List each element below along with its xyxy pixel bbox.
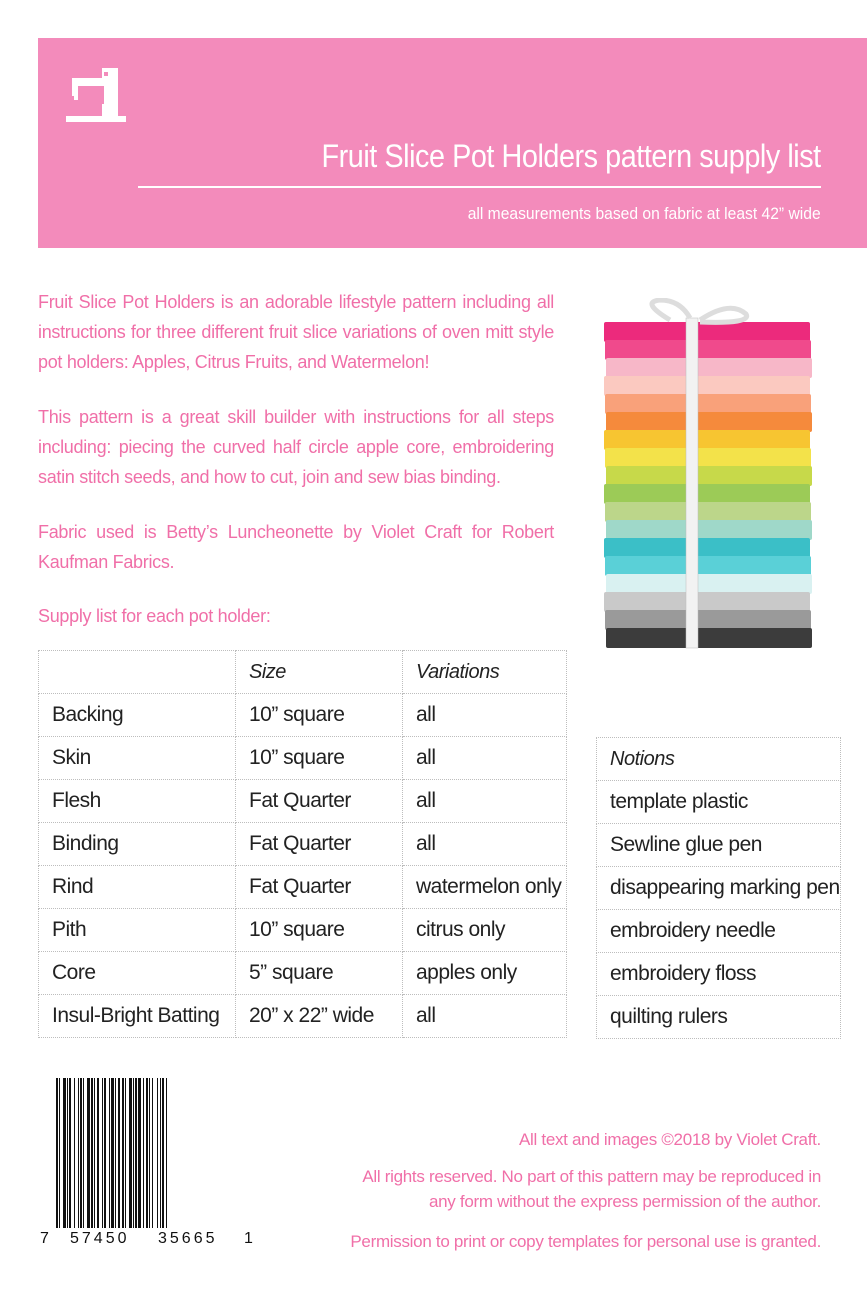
fabric-layer — [604, 430, 810, 450]
list-item — [597, 824, 841, 867]
table-cell: all — [403, 995, 567, 1038]
table-header-cell — [39, 651, 236, 694]
table-row — [39, 909, 567, 952]
fabric-layer — [606, 520, 812, 540]
fabric-layer — [606, 412, 812, 432]
skill-paragraph: This pattern is a great skill builder with instructions for all steps including: piecing the curved half circle apple core, embroidering satin stitch seeds, and how to cut, join and sew bias binding. — [38, 407, 554, 487]
barcode-group-right: 35665 — [158, 1230, 218, 1247]
fabric-layer — [604, 376, 810, 396]
table-cell: Fat Quarter — [236, 823, 403, 866]
notion-item: disappearing marking pen — [597, 867, 841, 910]
barcode-group-left: 57450 — [70, 1230, 130, 1247]
barcode-digit-first: 7 — [40, 1230, 49, 1247]
barcode — [40, 1078, 262, 1258]
fabric-layer — [604, 484, 810, 504]
notions-table — [596, 737, 841, 1039]
fabric-layer — [606, 466, 812, 486]
notion-item: quilting rulers — [597, 996, 841, 1039]
fabric-layer — [606, 358, 812, 378]
list-item — [597, 867, 841, 910]
permission-text: Permission to print or copy templates for personal use is granted. — [350, 1232, 821, 1251]
fabric-layer — [605, 556, 811, 576]
fabric-layer — [605, 394, 811, 414]
title-divider — [138, 186, 821, 188]
page-title: Fruit Slice Pot Holders pattern supply list — [321, 138, 821, 174]
table-cell: Insul-Bright Batting — [39, 995, 236, 1038]
table-cell: Fat Quarter — [236, 866, 403, 909]
table-cell: Binding — [39, 823, 236, 866]
table-cell: Rind — [39, 866, 236, 909]
table-row — [39, 737, 567, 780]
barcode-digit-last: 1 — [244, 1230, 253, 1247]
table-row — [39, 952, 567, 995]
header-banner — [38, 38, 867, 248]
table-cell: 10” square — [236, 737, 403, 780]
fabric-layer — [606, 628, 812, 648]
table-row — [39, 995, 567, 1038]
fabric-layer — [606, 574, 812, 594]
supply-table — [38, 650, 567, 1038]
fabric-layer — [605, 448, 811, 468]
table-cell: Backing — [39, 694, 236, 737]
table-cell: citrus only — [403, 909, 567, 952]
table-cell: watermelon only — [403, 866, 567, 909]
table-cell: Pith — [39, 909, 236, 952]
fabric-layer — [604, 322, 810, 342]
table-cell: Flesh — [39, 780, 236, 823]
fabric-layer — [605, 610, 811, 630]
table-row — [39, 780, 567, 823]
notion-item: embroidery needle — [597, 910, 841, 953]
copyright-text: All text and images ©2018 by Violet Craft. — [518, 1130, 821, 1149]
notion-item: template plastic — [597, 781, 841, 824]
table-row — [39, 694, 567, 737]
table-cell: 10” square — [236, 694, 403, 737]
fabric-layer — [605, 502, 811, 522]
fabric-paragraph: Fabric used is Betty’s Luncheonette by Violet Craft for Robert Kaufman Fabrics. — [38, 522, 554, 572]
list-item — [597, 910, 841, 953]
notions-header-row — [597, 738, 841, 781]
supply-heading: Supply list for each pot holder: — [38, 606, 271, 626]
table-header-cell: Variations — [403, 651, 567, 694]
table-cell: all — [403, 780, 567, 823]
table-cell: all — [403, 737, 567, 780]
table-cell: 5” square — [236, 952, 403, 995]
table-header-row — [39, 651, 567, 694]
table-row — [39, 866, 567, 909]
table-row — [39, 823, 567, 866]
fabric-layer — [604, 538, 810, 558]
barcode-bars — [56, 1078, 252, 1228]
notion-item: Sewline glue pen — [597, 824, 841, 867]
list-item — [597, 953, 841, 996]
list-item — [597, 996, 841, 1039]
notions-heading: Notions — [597, 738, 841, 781]
sewing-machine-icon — [66, 64, 126, 122]
table-cell: all — [403, 694, 567, 737]
table-cell: Core — [39, 952, 236, 995]
fabric-layer — [604, 592, 810, 612]
table-cell: Fat Quarter — [236, 780, 403, 823]
table-cell: apples only — [403, 952, 567, 995]
fabric-layer — [605, 340, 811, 360]
notion-item: embroidery floss — [597, 953, 841, 996]
table-cell: Skin — [39, 737, 236, 780]
table-cell: 20” x 22” wide — [236, 995, 403, 1038]
rights-text: All rights reserved. No part of this pattern may be reproduced in any form without the express permission of the author. — [362, 1167, 821, 1211]
table-cell: all — [403, 823, 567, 866]
intro-paragraph: Fruit Slice Pot Holders is an adorable lifestyle pattern including all instructions for three different fruit slice variations of oven mitt style pot holders: Apples, Citrus Fruits, and Watermelon! — [38, 292, 554, 372]
page-subtitle: all measurements based on fabric at least 42” wide — [468, 204, 821, 223]
list-item — [597, 781, 841, 824]
table-cell: 10” square — [236, 909, 403, 952]
fabric-bundle-image — [600, 298, 820, 660]
table-header-cell: Size — [236, 651, 403, 694]
